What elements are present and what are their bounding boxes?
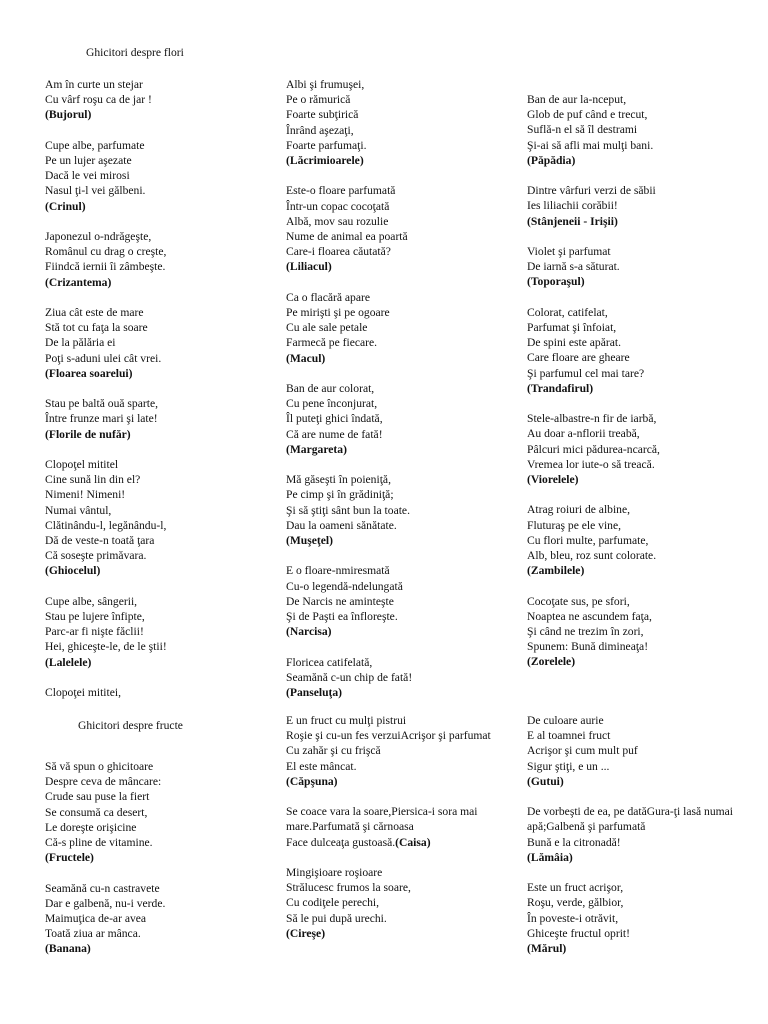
riddle-line: Cu codiţele perechi,	[286, 896, 380, 910]
riddle-answer: (Ghiocelul)	[45, 564, 101, 578]
riddle	[286, 713, 518, 789]
riddle-line: În poveste-i otrăvit,	[527, 911, 619, 925]
riddle-line: Cocoţate sus, pe sfori,	[527, 594, 630, 608]
riddle-answer: (Margareta)	[286, 442, 347, 456]
riddle-line: Mă găseşti în poieniţă,	[286, 473, 391, 487]
riddle-line: Cu pene înconjurat,	[286, 397, 378, 411]
riddle-line-text: Face dulceaţa gustoasă.	[286, 835, 396, 849]
riddle-line: Cine sună lin din el?	[45, 473, 141, 487]
riddle-answer: (Trandafirul)	[527, 381, 594, 395]
riddle-line: Seamănă c-un chip de fată!	[286, 670, 413, 684]
riddle	[45, 77, 277, 123]
riddle-answer: (Zambilele)	[527, 564, 585, 578]
riddle-answer: (Crizantema)	[45, 275, 112, 289]
riddle-line: Bună e la citronadă!	[527, 835, 621, 849]
riddle-line: Dacă le vei mirosi	[45, 169, 130, 183]
riddle-answer: (Macul)	[286, 351, 326, 365]
riddle-line: Seamănă cu-n castravete	[45, 881, 160, 895]
riddle-line: Să vă spun o ghicitoare	[45, 760, 154, 773]
riddle-line: Să le pui după urechi.	[286, 911, 387, 925]
riddle-line: Stau pe lujere înfipte,	[45, 610, 145, 624]
riddle-answer: (Viorelele)	[527, 473, 579, 487]
riddle-line: Le doreşte orişicine	[45, 820, 137, 834]
riddle-answer: (Liliacul)	[286, 260, 332, 274]
riddle-line: Şi de Paşti ea înfloreşte.	[286, 610, 398, 624]
riddle-line: Este-o floare parfumată	[286, 184, 396, 198]
riddle-answer: (Crinul)	[45, 199, 86, 213]
riddle-line: Şi parfumul cel mai tare?	[527, 366, 645, 380]
riddle-line: Albă, mov sau rozulie	[286, 214, 389, 228]
riddle-line: Acrişor şi cum mult puf	[527, 744, 638, 758]
riddle-line: Fiindcă iernii îi zâmbeşte.	[45, 260, 166, 274]
riddle-line: Ghiceşte fructul oprit!	[527, 926, 631, 940]
riddle-answer: (Muşeţel)	[286, 534, 333, 548]
riddle	[45, 138, 277, 214]
riddle-line: Între frunze mari şi late!	[45, 412, 158, 426]
riddle-line: Pe cimp şi în grădiniţă;	[286, 488, 394, 502]
riddle-line: Românul cu drag o creşte,	[45, 245, 167, 259]
riddle-line: Clopoţel mititel	[45, 458, 119, 471]
riddle-line: De culoare aurie	[527, 714, 604, 727]
riddle	[286, 804, 518, 850]
riddle-line: Că soseşte primăvara.	[45, 549, 147, 563]
fruits-column-1	[45, 759, 277, 972]
riddle	[45, 457, 277, 579]
riddle-line: Hei, ghiceşte-le, de le ştii!	[45, 640, 167, 654]
riddle-line: Pe un lujer aşezate	[45, 154, 132, 167]
riddle-answer: (Caisa)	[395, 835, 431, 849]
riddle-line: Şi să ştiţi sânt bun la toate.	[286, 503, 410, 517]
riddle	[45, 396, 277, 442]
riddle-line: Foarte parfumaţi.	[286, 138, 367, 152]
riddle	[45, 594, 277, 670]
riddle-line: Albi şi frumuşei,	[286, 78, 365, 91]
riddle	[45, 685, 277, 700]
riddle-line: Ies liliachii corăbii!	[527, 199, 618, 213]
riddle-line: Dă de veste-n toată ţara	[45, 534, 155, 548]
riddle-answer: (Florile de nufăr)	[45, 427, 131, 441]
riddle	[527, 880, 759, 956]
riddle-line: Parfumat şi înfoiat,	[527, 321, 617, 334]
flowers-column-2	[286, 77, 518, 715]
riddle-line: Se consumă ca desert,	[45, 805, 148, 819]
flowers-column-1	[45, 77, 277, 715]
riddle-line: Glob de puf când e trecut,	[527, 108, 648, 122]
riddle-line: Şi-ai să afli mai mulţi bani.	[527, 138, 654, 152]
riddle-line: Ban de aur colorat,	[286, 382, 375, 396]
riddle-line: Pâlcuri mici pădurea-ncarcă,	[527, 442, 660, 456]
riddle	[45, 759, 277, 865]
riddle-line: Ziua cât este de mare	[45, 306, 144, 319]
riddle	[45, 229, 277, 290]
riddle-line: Farmecă pe fiecare.	[286, 336, 378, 350]
riddle-line: E o floare-nmiresmată	[286, 564, 390, 578]
riddle-line: De Narcis ne aminteşte	[286, 594, 394, 608]
riddle	[286, 563, 518, 639]
riddle-line: Parc-ar fi nişte făclii!	[45, 625, 144, 639]
riddle-answer: (Mărul)	[527, 942, 567, 956]
riddle-answer: (Lalelele)	[45, 655, 92, 669]
riddle	[45, 305, 277, 381]
fruits-column-3	[527, 713, 759, 971]
riddle	[527, 594, 759, 670]
riddle-line: Este un fruct acrişor,	[527, 881, 624, 895]
riddle-line: Cupe albe, parfumate	[45, 138, 145, 152]
riddle-line: Dar e galbenă, nu-i verde.	[45, 896, 166, 910]
riddle-line: Stă tot cu faţa la soare	[45, 321, 148, 335]
riddle	[527, 411, 759, 487]
riddle-answer: (Narcisa)	[286, 625, 332, 639]
riddle-line: Nume de animal ea poartă	[286, 230, 408, 244]
riddle-line: Dau la oameni sănătate.	[286, 518, 397, 532]
riddle-line: Colorat, catifelat,	[527, 305, 608, 319]
riddle-answer: (Floarea soarelui)	[45, 366, 133, 380]
riddle	[527, 804, 759, 865]
riddle-line: Că-s pline de vitamine.	[45, 836, 153, 850]
riddle-line: Nimeni! Nimeni!	[45, 488, 126, 502]
riddle-line: Ca o flacără apare	[286, 290, 370, 304]
riddle-line: Vremea lor iute-o să treacă.	[527, 457, 655, 471]
riddle-line: Violet şi parfumat	[527, 245, 611, 258]
riddle	[286, 77, 518, 168]
riddle	[286, 865, 518, 941]
riddle-line: Care-i floarea căutată?	[286, 245, 391, 259]
riddle-line	[286, 835, 518, 850]
riddle-line: Poţi s-aduni ulei cât vrei.	[45, 351, 162, 365]
riddle	[286, 381, 518, 457]
riddle-line: Alb, bleu, roz sunt colorate.	[527, 549, 657, 563]
riddle-line: Au doar a-nflorii treabă,	[527, 427, 640, 441]
riddle	[286, 472, 518, 548]
riddle-line: Atrag roiuri de albine,	[527, 503, 631, 517]
riddle	[527, 502, 759, 578]
riddle-line: Toată ziua ar mânca.	[45, 927, 141, 941]
riddle-line: E un fruct cu mulţi pistrui	[286, 714, 407, 727]
riddle-line: De iarnă s-a săturat.	[527, 260, 620, 274]
riddle-line: Spunem: Bună dimineaţa!	[527, 640, 649, 654]
riddle-line: Că are nume de fată!	[286, 427, 383, 441]
riddle	[527, 183, 759, 229]
riddle-answer: (Panseluţa)	[286, 686, 343, 700]
riddle-line: Clopoţei mititei,	[45, 686, 121, 700]
riddle-answer: (Lăcrimioarele)	[286, 154, 364, 168]
riddle-line: De spini este apărat.	[527, 336, 622, 350]
riddle-line: Nasul ţi-l vei gălbeni.	[45, 184, 146, 198]
riddle-line: Cupe albe, sângerii,	[45, 594, 138, 608]
riddle-line: El este mâncat.	[286, 759, 357, 773]
riddle-answer: (Banana)	[45, 942, 91, 956]
riddle-line: Numai vântul,	[45, 503, 112, 517]
riddle-line: De la pălăria ei	[45, 336, 116, 350]
riddle-line: Despre ceva de mâncare:	[45, 775, 162, 789]
riddle-line: Noaptea ne ascundem faţa,	[527, 609, 652, 623]
riddle-line: Foarte subţirică	[286, 108, 359, 122]
riddle	[527, 305, 759, 396]
riddle-line: Fluturaş pe ele vine,	[527, 518, 622, 532]
riddle-line: Clătinându-l, legănându-l,	[45, 518, 167, 532]
riddle-line: Cu-o legendă-ndelungată	[286, 579, 403, 593]
riddle-line: Cu zahăr şi cu frişcă	[286, 744, 381, 758]
riddle	[527, 713, 759, 789]
riddle-line: Ban de aur la-nceput,	[527, 93, 627, 106]
riddle-line: Suflă-n el să îl destrami	[527, 123, 638, 137]
riddle-answer: (Toporaşul)	[527, 275, 585, 289]
riddle-answer: (Căpşuna)	[286, 774, 338, 788]
riddle-line: Stau pe baltă ouă sparte,	[45, 397, 158, 411]
riddle-answer: (Zorelele)	[527, 655, 576, 669]
riddle-line: De vorbeşti de ea, pe datăGura-ţi lasă numai apă;Galbenă şi parfumată	[527, 805, 734, 834]
riddle-line: Dintre vârfuri verzi de săbii	[527, 184, 656, 198]
flowers-column-3	[527, 92, 759, 685]
riddle-line: Pe o rămurică	[286, 93, 351, 107]
riddle-line: Roşu, verde, gălbior,	[527, 896, 624, 910]
riddle-line: Şi când ne trezim în zori,	[527, 625, 644, 639]
riddle-line: Înrând aşezaţi,	[286, 123, 354, 137]
riddle-answer: (Lămâia)	[527, 850, 573, 864]
riddle-answer: (Bujorul)	[45, 108, 92, 122]
riddle-line: Strălucesc frumos la soare,	[286, 881, 411, 895]
riddle-answer: (Păpădia)	[527, 153, 576, 167]
fruits-title: Ghicitori despre fructe	[78, 719, 183, 732]
riddle-answer: (Stânjeneii - Irişii)	[527, 214, 618, 228]
riddle	[286, 290, 518, 366]
riddle-answer: (Fructele)	[45, 851, 94, 865]
riddle-line: Cu flori multe, parfumate,	[527, 533, 649, 547]
riddle	[527, 244, 759, 290]
riddle-line: Sigur ştiţi, e un ...	[527, 759, 610, 773]
riddle-line: E al toamnei fruct	[527, 729, 611, 743]
riddle	[286, 183, 518, 274]
riddle-line: Cu vârf roşu ca de jar !	[45, 93, 152, 107]
flowers-title: Ghicitori despre flori	[86, 46, 184, 59]
riddle-line: Care floare are gheare	[527, 351, 630, 365]
riddle-line: Floricea catifelată,	[286, 655, 373, 669]
riddle-line: Se coace vara la soare,Piersica-i sora mai mare.Parfumată şi cărnoasa	[286, 805, 478, 834]
riddle-line: Îl puteţi ghici îndată,	[286, 412, 383, 426]
riddle-line: Cu ale sale petale	[286, 321, 368, 335]
riddle-line: Mingişioare roşioare	[286, 866, 383, 879]
riddle-line: Crude sau puse la fiert	[45, 790, 150, 804]
riddle-line: Roşie şi cu-un fes verzuiAcrişor şi parfumat	[286, 729, 491, 743]
riddle-answer: (Gutui)	[527, 774, 564, 788]
riddle-line: Japonezul o-ndrăgeşte,	[45, 230, 152, 243]
riddle-line: Într-un copac cocoţată	[286, 199, 390, 213]
fruits-column-2	[286, 713, 518, 956]
riddle	[286, 655, 518, 701]
riddle	[45, 881, 277, 957]
riddle-answer: (Cireşe)	[286, 926, 326, 940]
riddle-line: Pe mirişti şi pe ogoare	[286, 306, 390, 320]
riddle-line: Am în curte un stejar	[45, 78, 143, 91]
riddle	[527, 92, 759, 168]
riddle-line: Maimuţica de-ar avea	[45, 912, 147, 926]
riddle-line: Stele-albastre-n fir de iarbă,	[527, 412, 657, 426]
